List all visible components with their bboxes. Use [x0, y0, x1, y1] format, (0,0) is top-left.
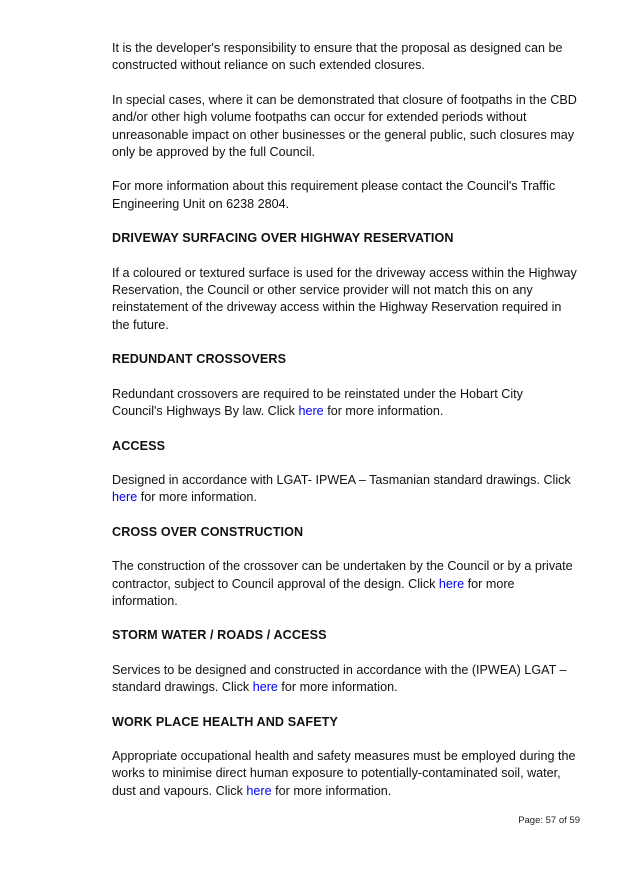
heading-redundant-crossovers: REDUNDANT CROSSOVERS	[112, 352, 287, 367]
text-segment: for more information.	[323, 404, 444, 419]
text-segment: Appropriate occupational health and safety measures must be employed during the works to minimise direct human exposure to potentially-contaminated soil, water, dust and vapours. Click	[112, 748, 576, 798]
paragraph-traffic-contact: For more information about this requirement please contact the Council's Traffic Engineering Unit on 6238 2804.	[112, 179, 556, 211]
paragraph-developer-responsibility: It is the developer's responsibility to ensure that the proposal as designed can be constructed without reliance on such extended closures.	[112, 41, 563, 73]
heading-access: ACCESS	[112, 438, 166, 453]
access-here-link[interactable]: here	[112, 490, 138, 505]
paragraph-driveway-surfacing: If a coloured or textured surface is used for the driveway access within the Highway Reservation, the Council or other service provider will not match this on any reinstatement of the driveway access within the Highway Reservation required in the future.	[112, 265, 577, 332]
page-number: Page: 57 of 59	[518, 815, 580, 826]
work-place-health-safety-here-link[interactable]: here	[246, 783, 272, 798]
paragraph-cross-over-construction	[112, 558, 577, 610]
heading-driveway-surfacing: DRIVEWAY SURFACING OVER HIGHWAY RESERVATION	[112, 231, 454, 246]
text-segment: for more information.	[277, 680, 398, 695]
paragraph-access	[112, 472, 577, 507]
text-segment: for more information.	[271, 783, 392, 798]
text-segment: Designed in accordance with LGAT- IPWEA – Tasmanian standard drawings. Click	[112, 472, 571, 487]
cross-over-construction-here-link[interactable]: here	[438, 576, 465, 591]
text-segment: The construction of the crossover can be undertaken by the Council or by a private contractor, subject to Council approval of the design. Click	[112, 559, 573, 591]
heading-storm-water-roads-access: STORM WATER / ROADS / ACCESS	[112, 628, 327, 643]
text-segment: Services to be designed and constructed in accordance with the (IPWEA) LGAT – standard drawings. Click	[112, 662, 567, 695]
paragraph-storm-water-roads-access	[112, 662, 577, 697]
text-segment: Redundant crossovers are required to be reinstated under the Hobart City Council's Highways By law. Click	[112, 386, 523, 419]
heading-cross-over-construction: CROSS OVER CONSTRUCTION	[112, 524, 304, 539]
paragraph-work-place-health-safety	[112, 748, 577, 800]
paragraph-redundant-crossovers	[112, 386, 577, 421]
document-page	[112, 40, 577, 817]
text-segment: for more information.	[112, 576, 515, 608]
redundant-crossovers-here-link[interactable]: here	[298, 404, 324, 419]
heading-work-place-health-safety: WORK PLACE HEALTH AND SAFETY	[112, 714, 338, 729]
storm-water-here-link[interactable]: here	[252, 680, 278, 695]
text-segment: for more information.	[137, 490, 257, 505]
paragraph-special-cases: In special cases, where it can be demonstrated that closure of footpaths in the CBD and/or other high volume footpaths can occur for extended periods without unreasonable impact on other businesses or the general public, such closures may only be approved by the full Council.	[112, 92, 577, 160]
